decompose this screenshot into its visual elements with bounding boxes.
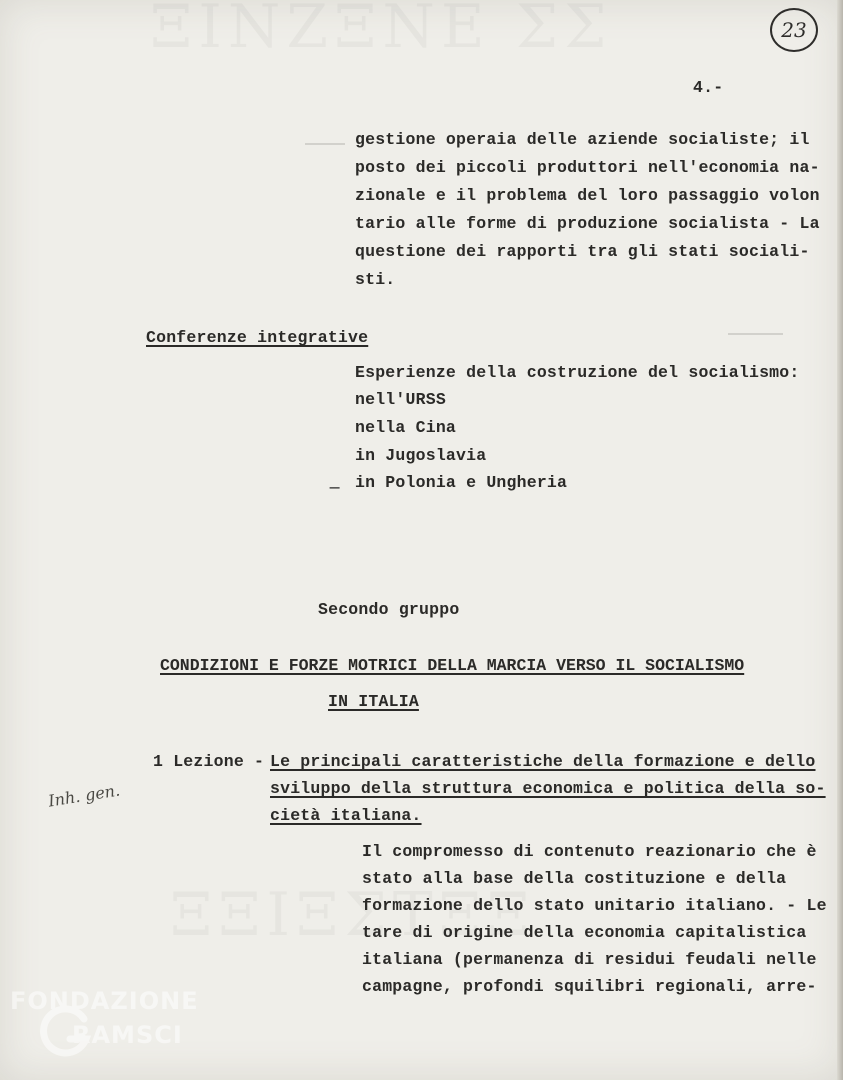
bleed-through — [150, 0, 613, 62]
margin-arrow-icon: − — [328, 478, 342, 497]
page-edge — [837, 0, 843, 1080]
lesson-label: 1 Lezione - — [153, 752, 275, 771]
group-title: CONDIZIONI E FORZE MOTRICI DELLA MARCIA VERSO IL SOCIALISMO — [160, 656, 745, 675]
lesson-body-line: tare di origine della economia capitalistica — [362, 923, 807, 942]
lesson-body-line: formazione dello stato unitario italiano. - Le — [362, 896, 827, 915]
conference-item: nell'URSS — [355, 390, 446, 409]
handwritten-note: Inh. gen. — [46, 780, 122, 811]
lesson-body-line: campagne, profondi squilibri regionali, arre- — [362, 977, 817, 996]
paragraph-line: zionale e il problema del loro passaggio volon — [355, 186, 820, 205]
fondazione-gramsci-watermark — [10, 985, 230, 1075]
paragraph-line: tario alle forme di produzione socialista - La — [355, 214, 820, 233]
conference-intro: Esperienze della costruzione del socialismo: — [355, 363, 800, 382]
group-subtitle: Secondo gruppo — [318, 600, 460, 619]
watermark-line: FONDAZIONE — [10, 987, 199, 1015]
folio-number: 23 — [770, 8, 818, 52]
paragraph-line: questione dei rapporti tra gli stati sociali- — [355, 242, 810, 261]
paragraph-line: gestione operaia delle aziende socialiste; il — [355, 130, 810, 149]
section-heading: Conferenze integrative — [146, 328, 369, 347]
paragraph-line: posto dei piccoli produttori nell'economia na- — [355, 158, 820, 177]
conference-item: in Polonia e Ungheria — [355, 473, 568, 492]
lesson-title: Le principali caratteristiche della formazione e dello — [270, 752, 816, 771]
conference-item: nella Cina — [355, 418, 457, 437]
faint-mark — [728, 333, 783, 335]
lesson-body-line: italiana (permanenza di residui feudali nelle — [362, 950, 817, 969]
page-number: 4.- — [693, 78, 724, 97]
group-title-cont: IN ITALIA — [328, 692, 419, 711]
lesson-body-line: Il compromesso di contenuto reazionario che è — [362, 842, 817, 861]
lesson-title: cietà italiana. — [270, 806, 422, 825]
paragraph-line: sti. — [355, 270, 396, 289]
faint-mark — [305, 143, 345, 145]
lesson-title: sviluppo della struttura economica e politica della so- — [270, 779, 826, 798]
lesson-body-line: stato alla base della costituzione e della — [362, 869, 787, 888]
conference-item: in Jugoslavia — [355, 446, 487, 465]
watermark-line: RAMSCI — [72, 1021, 183, 1049]
